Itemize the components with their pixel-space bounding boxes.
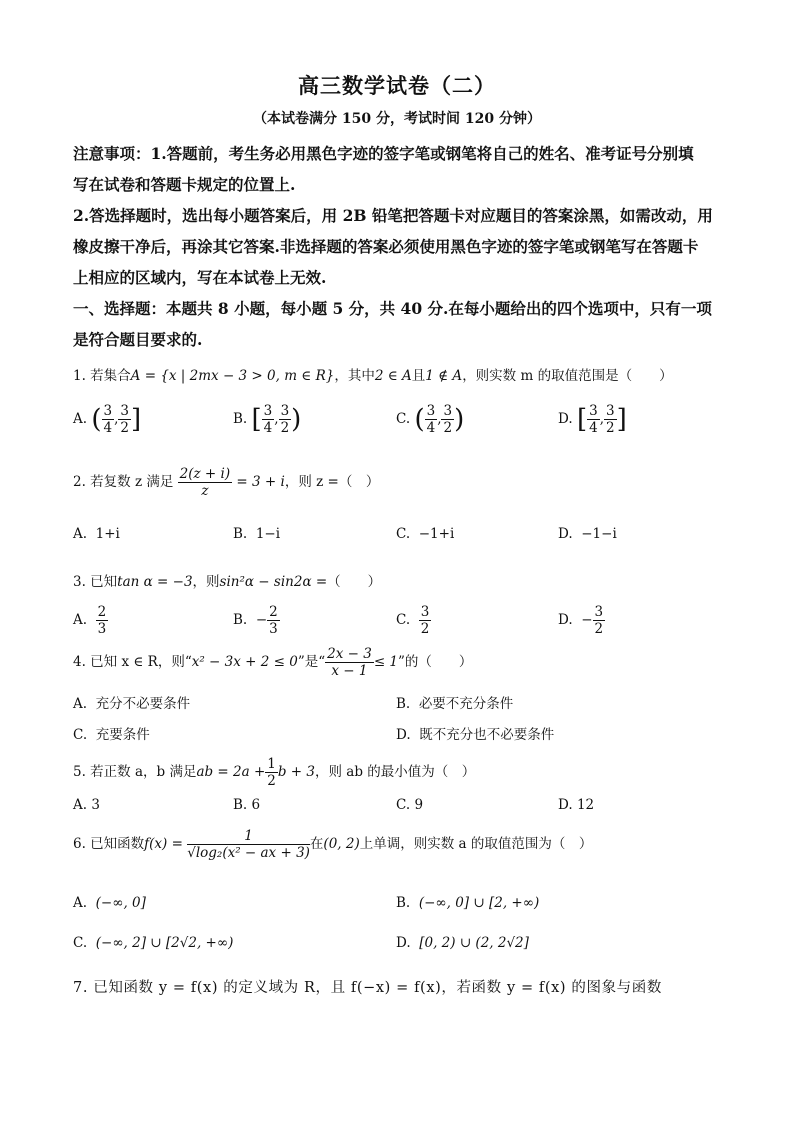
notice-line-1: 注意事项：1.答题前，考生务必用黑色字迹的签字笔或钢笔将自己的姓名、准考证号分别填 (73, 144, 694, 163)
question-2: 2. 若复数 z 满足 $\frac{2(z + i)}{z}$ = 3 + i，则 z =（ ） (73, 466, 380, 499)
question-5: 5. 若正数 a，b 满足ab = 2a + $\frac{1}{2}$ b + 3，则 ab 的最小值为（ ） (73, 756, 476, 789)
question-4-option-a: A. 充分不必要条件 (73, 696, 191, 712)
page-title: 高三数学试卷（二） (298, 73, 496, 98)
question-4-option-b: B. 必要不充分条件 (396, 696, 514, 712)
question-3-option-d: D. − $\frac{3}{2}$ (558, 604, 604, 637)
question-1-mid2: 且 (411, 368, 426, 384)
question-5-option-b: B. 6 (233, 797, 261, 813)
question-6-option-b: B. (−∞, 0] ∪ [2, +∞) (396, 895, 540, 911)
question-3-option-a: A. $\frac{2}{3}$ (73, 604, 107, 637)
question-4-option-d: D. 既不充分也不必要条件 (396, 727, 555, 743)
question-1-option-b: B. [ $\frac{3}{4}$ , $\frac{3}{2}$ ) (233, 403, 302, 436)
question-2-numerator: 2(z + i) (179, 466, 231, 482)
question-3-option-b: B. − $\frac{2}{3}$ (233, 604, 278, 637)
question-2-option-b: B. 1−i (233, 526, 281, 542)
question-2-denominator: z (201, 483, 209, 499)
question-6-option-d: D. [0, 2) ∪ (2, 2√2] (396, 935, 529, 951)
question-2-option-c: C. −1+i (396, 526, 455, 542)
question-1-suffix: ，则实数 m 的取值范围是（ ） (462, 368, 673, 384)
question-1-option-a: A. ( $\frac{3}{4}$ , $\frac{3}{2}$ ] (73, 403, 142, 436)
question-5-option-a: A. 3 (73, 797, 100, 813)
question-4: 4. 已知 x ∈ R，则“x² − 3x + 2 ≤ 0”是“ $\frac{2x - 3}{x - 1}$ ≤ 1”的（ ） (73, 646, 473, 679)
question-3: 3. 已知tan α = −3，则sin²α − sin2α =（ ） (73, 574, 382, 590)
question-1-prefix: 1. 若集合 (73, 368, 131, 384)
question-1-option-c: C. ( $\frac{3}{4}$ , $\frac{3}{2}$ ) (396, 403, 465, 436)
question-7: 7. 已知函数 y = f(x) 的定义域为 R，且 f(−x) = f(x)，若函数 y = f(x) 的图象与函数 (73, 980, 662, 996)
question-1-mid1: ，其中 (334, 368, 375, 384)
notice-line-2: 写在试卷和答题卡规定的位置上. (73, 175, 296, 194)
section-heading-line-1: 一、选择题：本题共 8 小题，每小题 5 分，共 40 分.在每小题给出的四个选项中，只有一项 (73, 299, 712, 318)
question-4-option-c: C. 充要条件 (73, 727, 150, 743)
notice-line-4: 橡皮擦干净后，再涂其它答案.非选择题的答案必须使用黑色字迹的签字笔或钢笔写在答题卡 (73, 237, 699, 256)
question-2-option-a: A. 1+i (73, 526, 120, 542)
question-1-set: A = {x | 2mx − 3 > 0, m ∈ R} (130, 368, 335, 384)
notice-line-3: 2.答选择题时，选出每小题答案后，用 2B 铅笔把答题卡对应题目的答案涂黑，如需改动，用 (73, 206, 713, 225)
section-heading-line-2: 是符合题目要求的. (73, 330, 203, 349)
question-5-option-c: C. 9 (396, 797, 424, 813)
question-1-cond2: 1 ∉ A (425, 368, 463, 384)
question-3-option-c: C. $\frac{3}{2}$ (396, 604, 430, 637)
question-5-option-d: D. 12 (558, 797, 595, 813)
question-2-option-d: D. −1−i (558, 526, 617, 542)
question-1 (73, 366, 673, 386)
question-6: 6. 已知函数f(x) = $\frac{1}{\text{√log₂(x² − ax + 3)}}$ 在(0, 2)上单调，则实数 a 的取值范围为（ ） (73, 828, 593, 861)
question-6-option-a: A. (−∞, 0] (73, 895, 146, 911)
question-1-option-d: D. [ $\frac{3}{4}$ , $\frac{3}{2}$ ] (558, 403, 627, 436)
question-1-cond1: 2 ∈ A (374, 368, 412, 384)
question-6-option-c: C. (−∞, 2] ∪ [2√2, +∞) (73, 935, 234, 951)
notice-line-5: 上相应的区域内，写在本试卷上无效. (73, 268, 327, 287)
page-subtitle: （本试卷满分 150 分，考试时间 120 分钟） (253, 111, 541, 127)
